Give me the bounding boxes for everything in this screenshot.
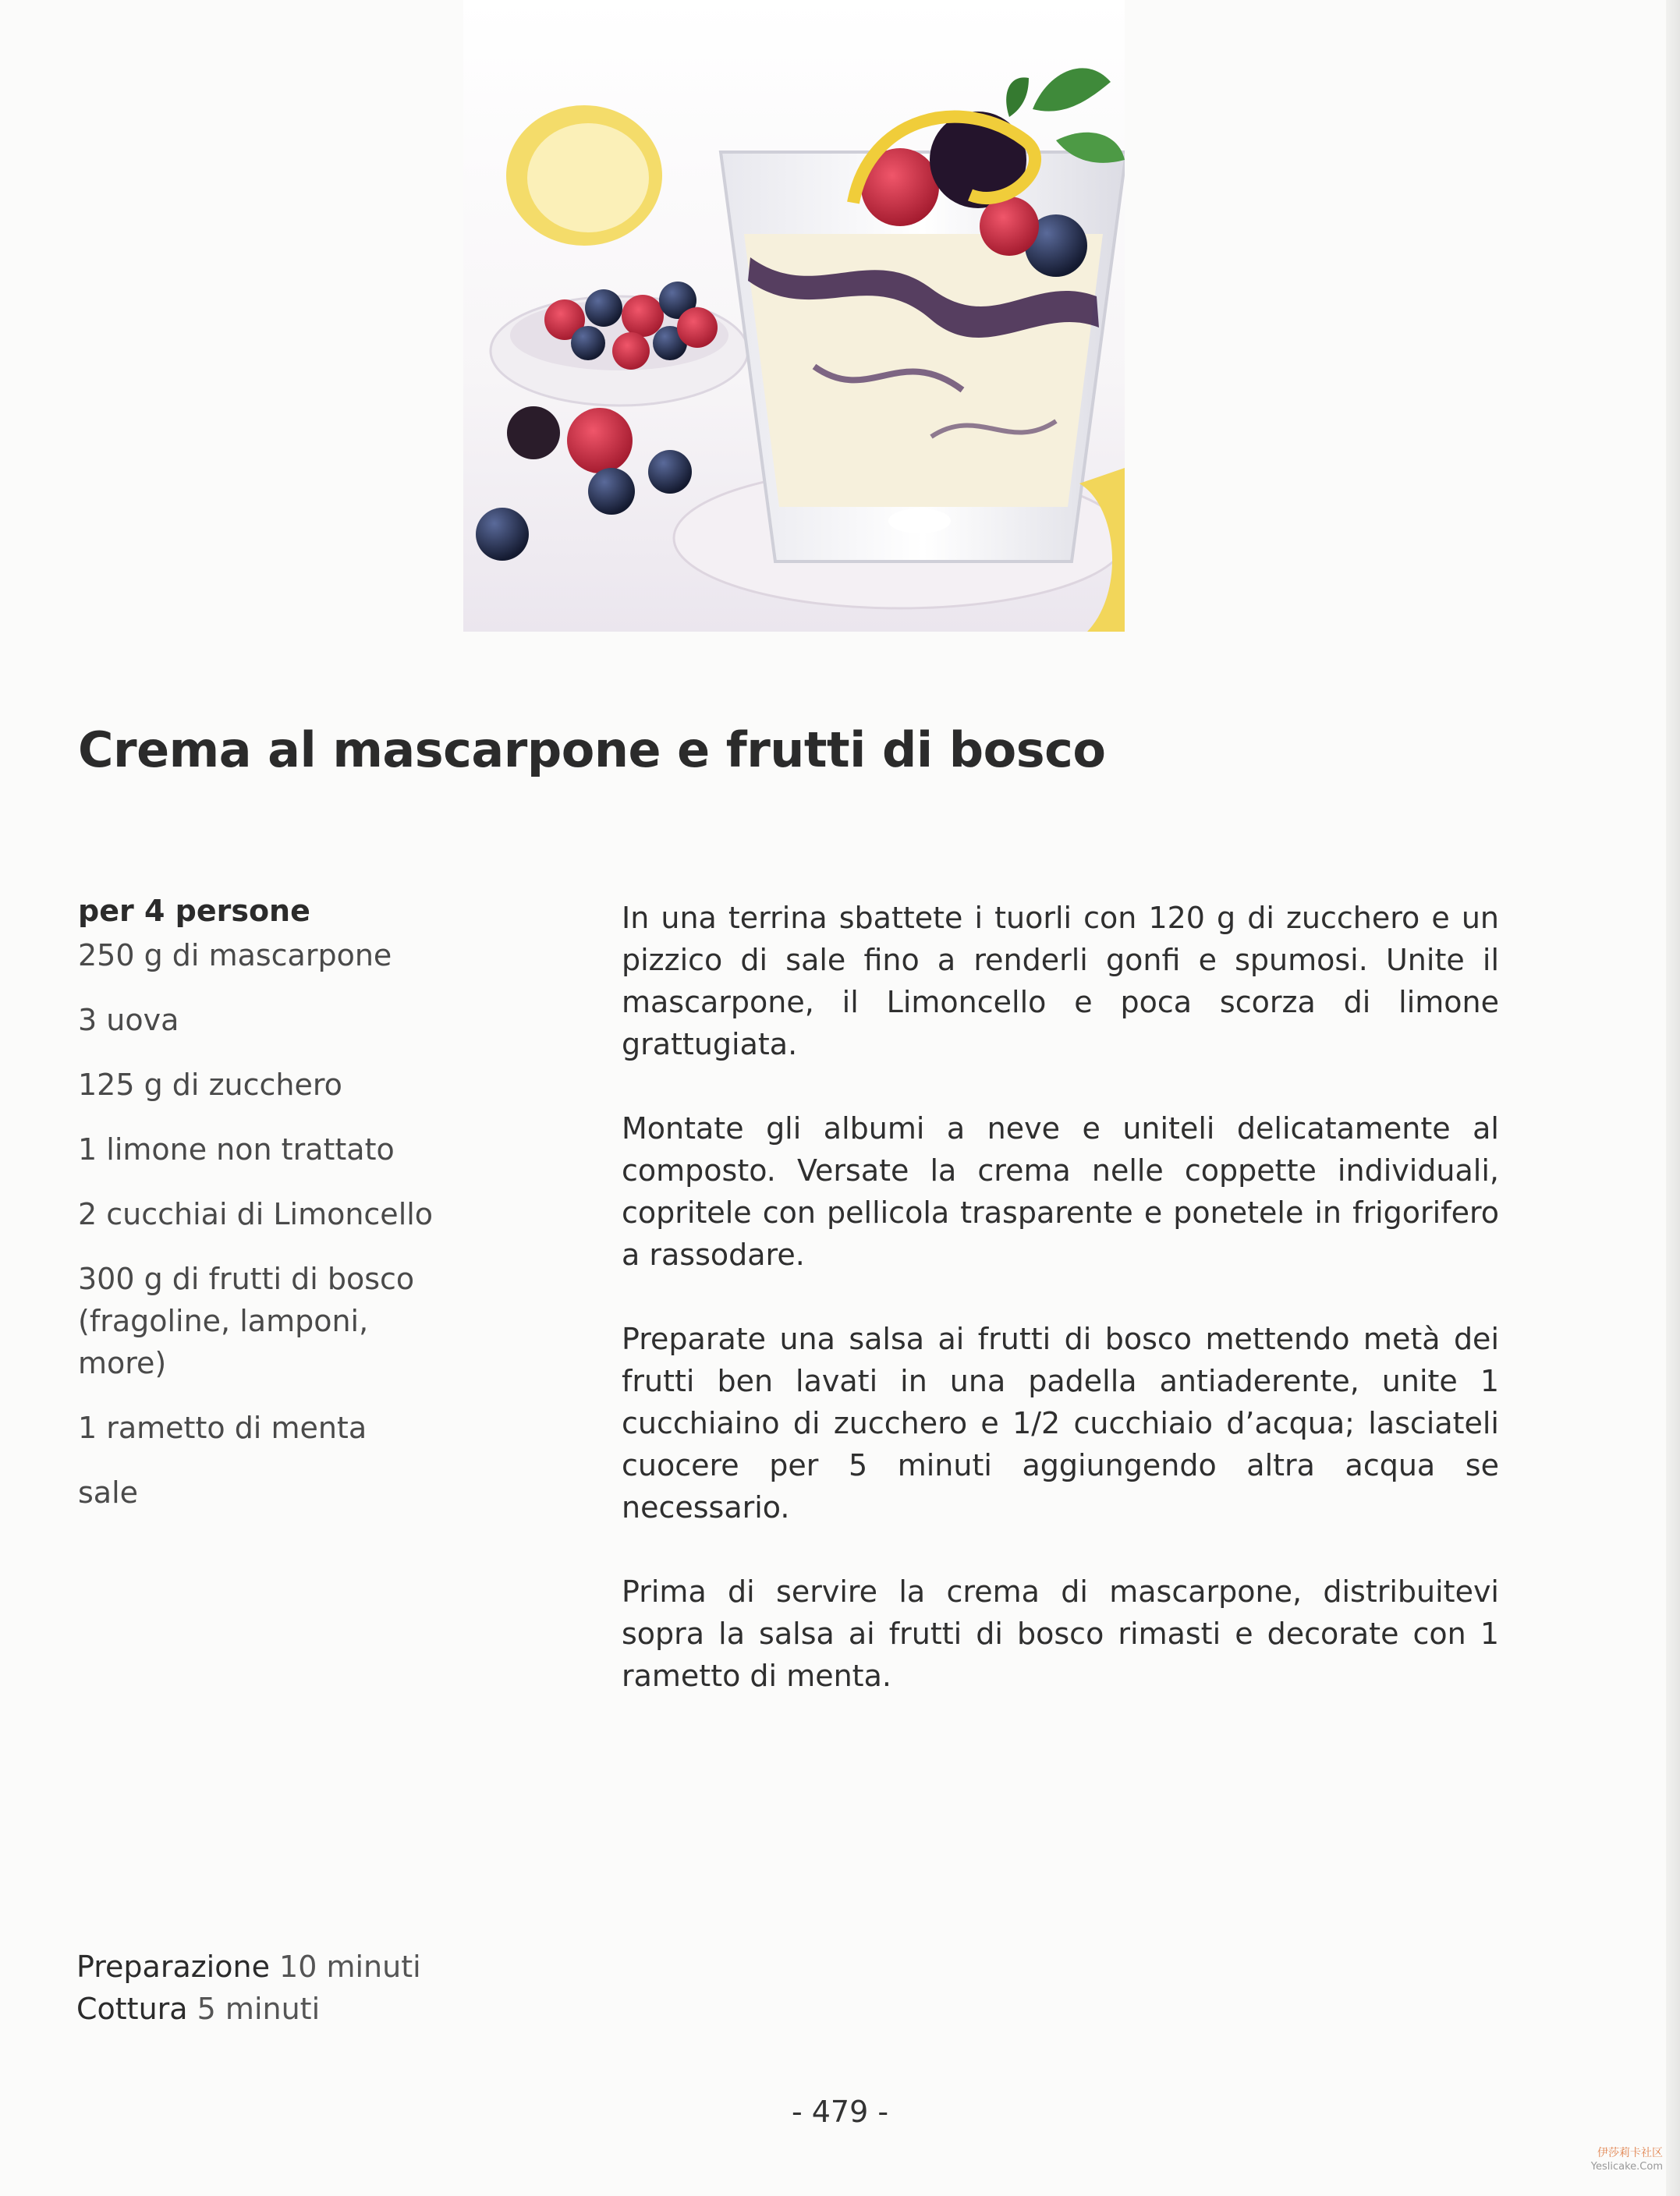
method-paragraph: Prima di servire la crema di mascarpone, distribuitevi sopra la salsa ai frutti di bosco rimasti e decorate con 1 rametto di menta. (622, 1574, 1499, 1693)
dessert-photo (463, 0, 1125, 632)
ingredient-item: 2 cucchiai di Limoncello (78, 1197, 434, 1231)
ingredient-item: 1 limone non trattato (78, 1132, 395, 1167)
cook-time (76, 1988, 421, 2030)
prep-label: Preparazione (76, 1950, 270, 1984)
method-column (622, 897, 1499, 1739)
method-paragraph: Montate gli albumi a neve e uniteli delicatamente al composto. Versate la crema nelle coppette individuali, copritele con pellicola trasparente e ponetele in frigorifero a rassodare. (622, 1111, 1499, 1272)
recipe-title: Crema al mascarpone e frutti di bosco (78, 721, 1106, 778)
watermark (1591, 2146, 1663, 2174)
dessert-illustration (463, 0, 1125, 632)
ingredient-item-wrapped (78, 1258, 445, 1384)
cook-label: Cottura (76, 1992, 188, 2026)
prep-time (76, 1946, 421, 1988)
cook-value: 5 minuti (197, 1992, 321, 2026)
ingredient-item: 1 rametto di menta (78, 1411, 367, 1445)
prep-value: 10 minuti (279, 1950, 421, 1984)
blueberry (588, 468, 635, 515)
ingredient-item: 125 g di zucchero (78, 1068, 342, 1102)
ingredient-item: 250 g di mascarpone (78, 938, 392, 972)
timing-info (76, 1946, 421, 2030)
page-number: - 479 - (791, 2095, 889, 2129)
watermark-line2: Yeslicake.Com (1590, 2161, 1663, 2173)
ingredients-column (78, 887, 562, 1536)
raspberry (567, 408, 633, 473)
ingredient-item: 3 uova (78, 1003, 179, 1037)
method-paragraph: In una terrina sbattete i tuorli con 120 g di zucchero e un pizzico di sale fino a renderli gonfi e spumosi. Unite il mascarpone, il Limoncello e poca scorza di limone grattugiata. (622, 901, 1499, 1061)
blackberry (507, 406, 560, 459)
servings-heading: per 4 persone (78, 894, 310, 928)
ingredient-text: 300 g di frutti di bosco (fragoline, lamponi, more) (78, 1262, 415, 1380)
page-edge (1666, 0, 1680, 2196)
ingredient-list (78, 934, 562, 1514)
method-paragraph: Preparate una salsa ai frutti di bosco mettendo metà dei frutti ben lavati in una padella antiaderente, unite 1 cucchiaino di zucchero e 1/2 cucchiaio d’acqua; lasciateli cuocere per 5 minuti aggiungendo altra acqua se necessario. (622, 1322, 1499, 1525)
ingredient-item: sale (78, 1475, 139, 1510)
watermark-line1: 伊莎莉卡社区 (1597, 2147, 1663, 2159)
